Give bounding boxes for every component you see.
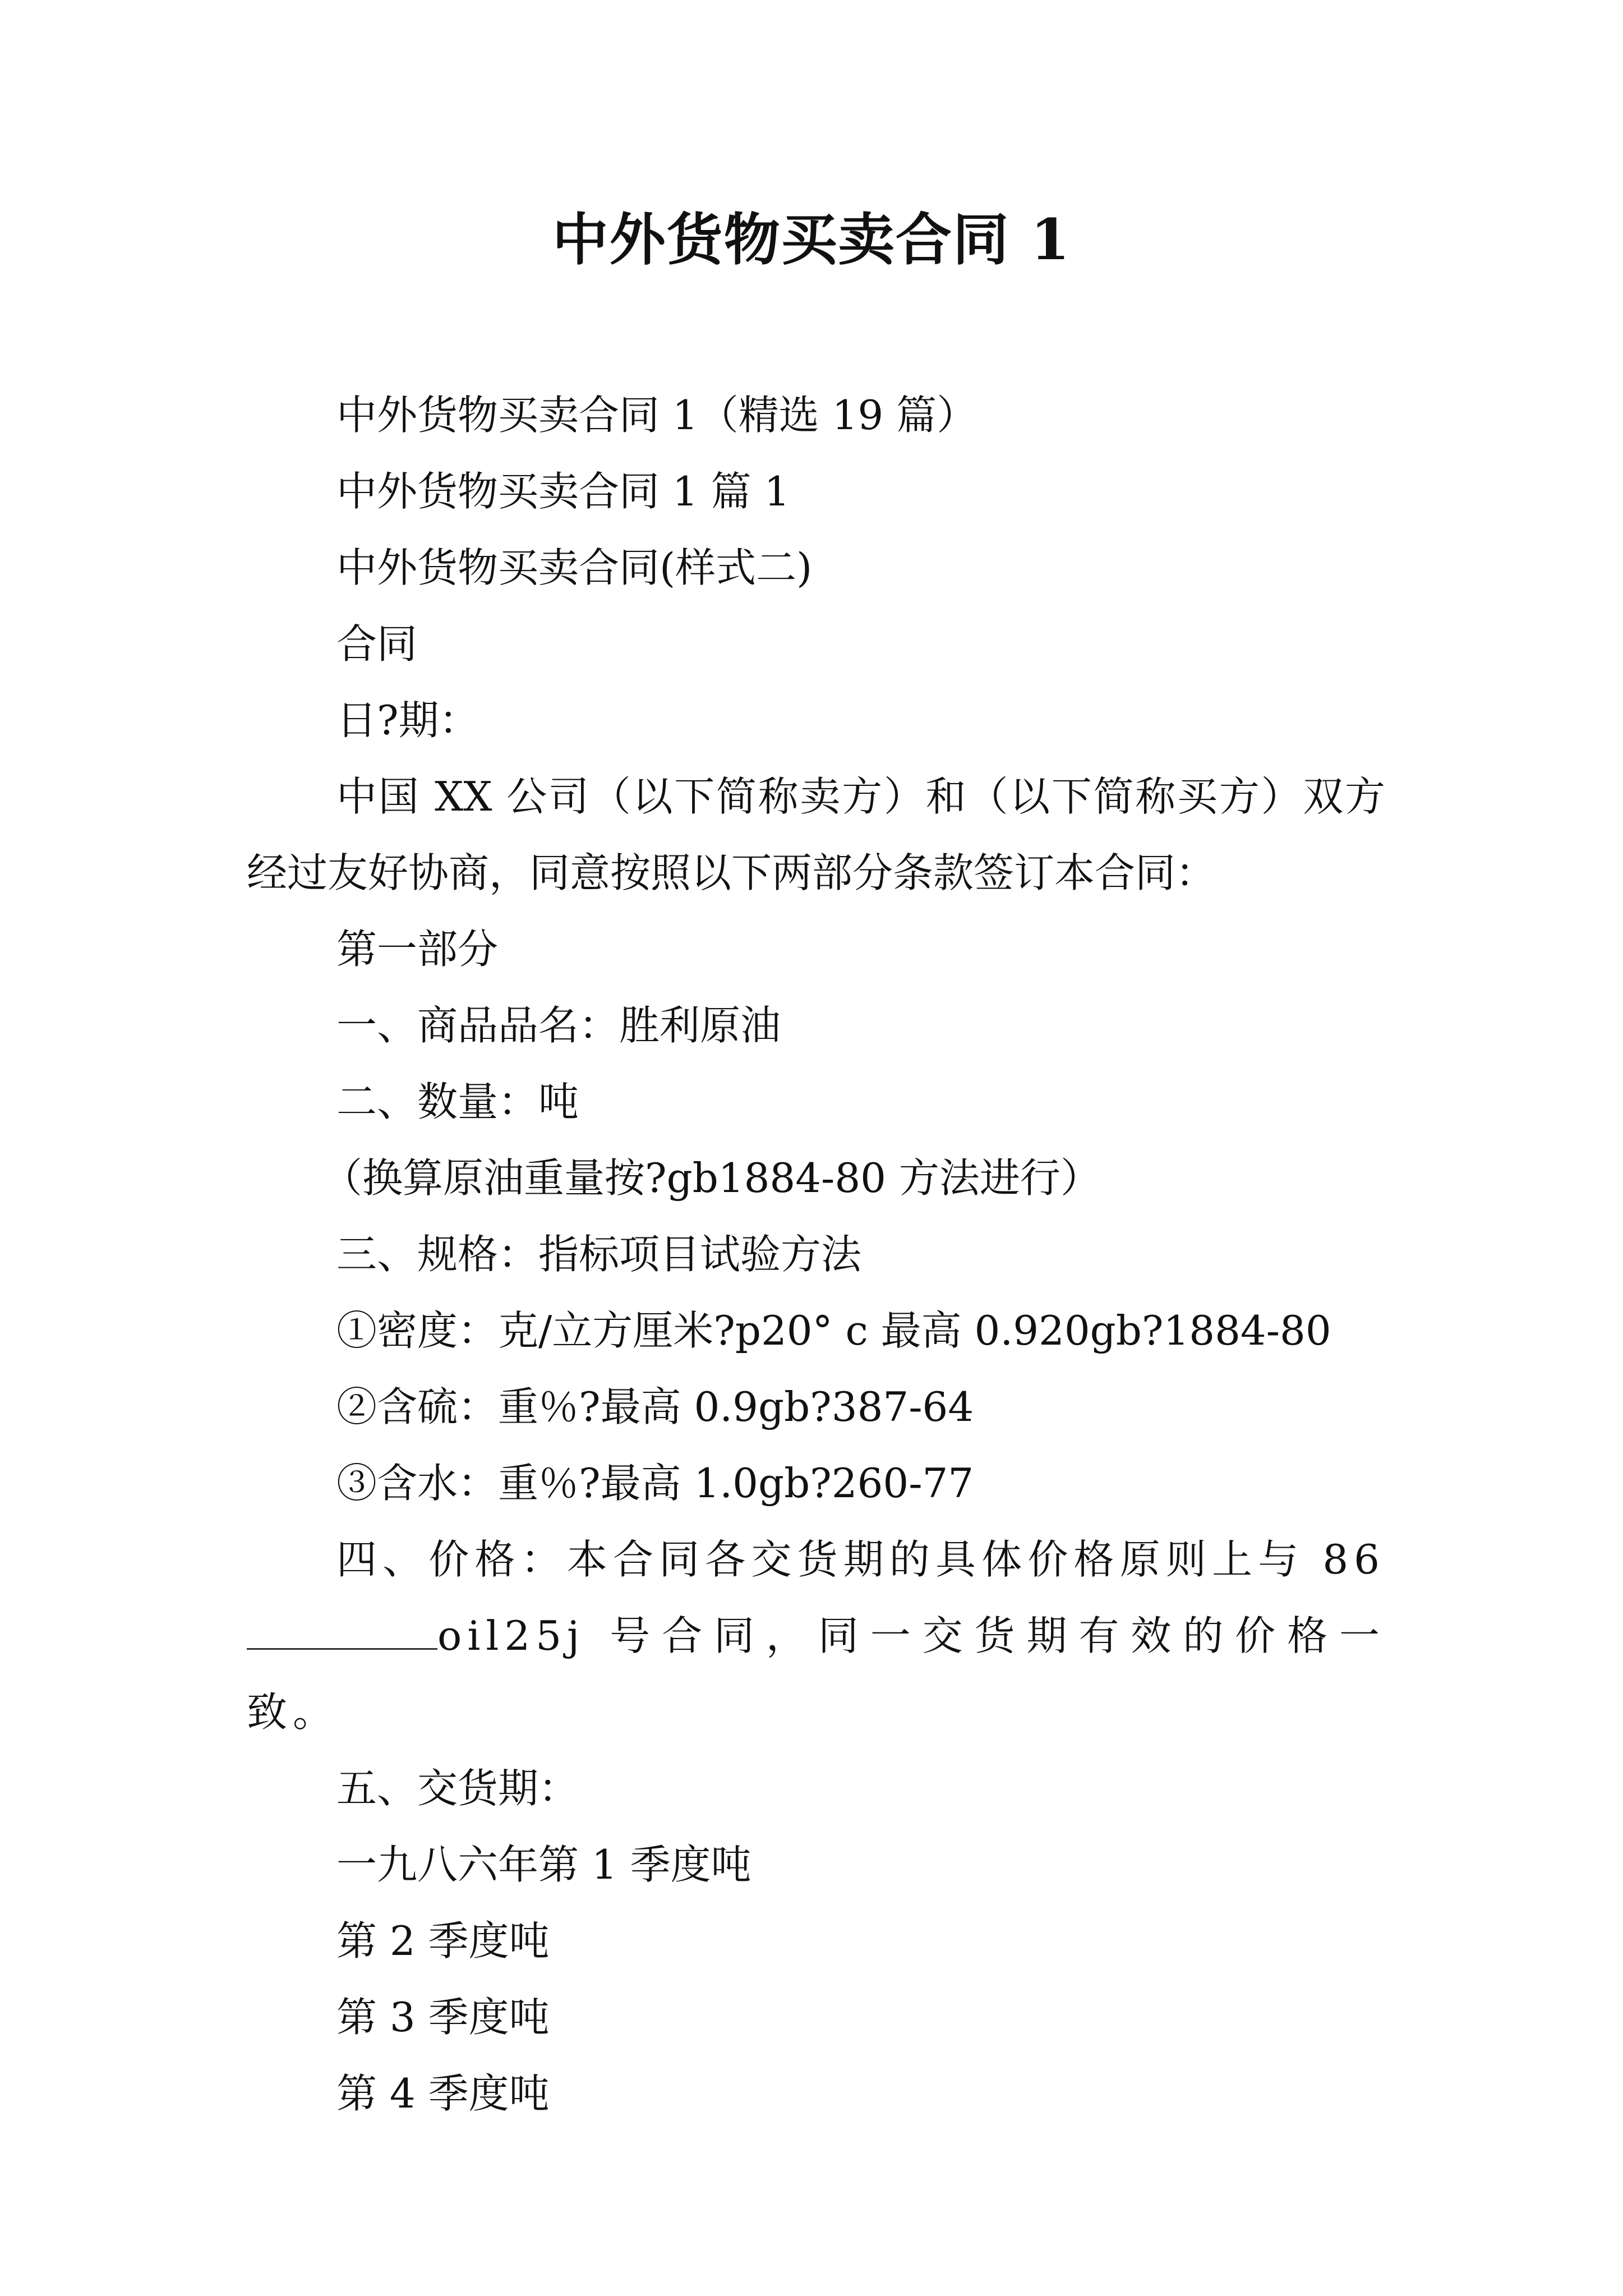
paragraph-part-one: 第一部分 [336, 926, 499, 973]
document-body [247, 377, 1385, 2132]
paragraph-water: ③含水：重％?最高 1.0gb?260-77 [336, 1460, 974, 1507]
paragraph-product-name: 一、商品品名：胜利原油 [336, 1002, 781, 1049]
paragraph-price [247, 1521, 1385, 1750]
paragraph-chapter: 中外货物买卖合同 1 篇 1 [336, 468, 790, 515]
paragraph-parties: 中国 XX 公司（以下简称卖方）和（以下简称买方）双方经过友好协商，同意按照以下两部分条款签订本合同： [247, 773, 1385, 896]
paragraph-specification: 三、规格：指标项目试验方法 [336, 1231, 862, 1278]
paragraph-date: 日?期： [336, 697, 479, 744]
paragraph-delivery-q2: 第 2 季度吨 [336, 1917, 550, 1964]
paragraph-delivery-q1: 一九八六年第 1 季度吨 [336, 1841, 751, 1888]
price-clause-end: oil25j 号合同，同一交货期有效的价格一致。 [247, 1612, 1385, 1736]
paragraph-delivery-heading: 五、交货期： [336, 1765, 579, 1812]
paragraph-density: ①密度：克/立方厘米?p20° c 最高 0.920gb?1884-80 [336, 1307, 1331, 1354]
paragraph-quantity: 二、数量：吨 [336, 1078, 579, 1125]
paragraph-contract: 合同 [336, 620, 418, 668]
paragraph-conversion: （换算原油重量按?gb1884-80 方法进行） [322, 1154, 1101, 1202]
paragraph-subtitle: 中外货物买卖合同 1（精选 19 篇） [336, 392, 978, 439]
paragraph-style: 中外货物买卖合同(样式二) [336, 544, 813, 591]
blank-underline [247, 1614, 437, 1650]
document-title: 中外货物买卖合同 1 [552, 206, 1071, 273]
paragraph-delivery-q3: 第 3 季度吨 [336, 1994, 550, 2041]
price-clause-start: 四、价格：本合同各交货期的具体价格原则上与 86 [336, 1536, 1385, 1583]
paragraph-sulfur: ②含硫：重％?最高 0.9gb?387-64 [336, 1383, 974, 1430]
paragraph-delivery-q4: 第 4 季度吨 [336, 2070, 550, 2117]
